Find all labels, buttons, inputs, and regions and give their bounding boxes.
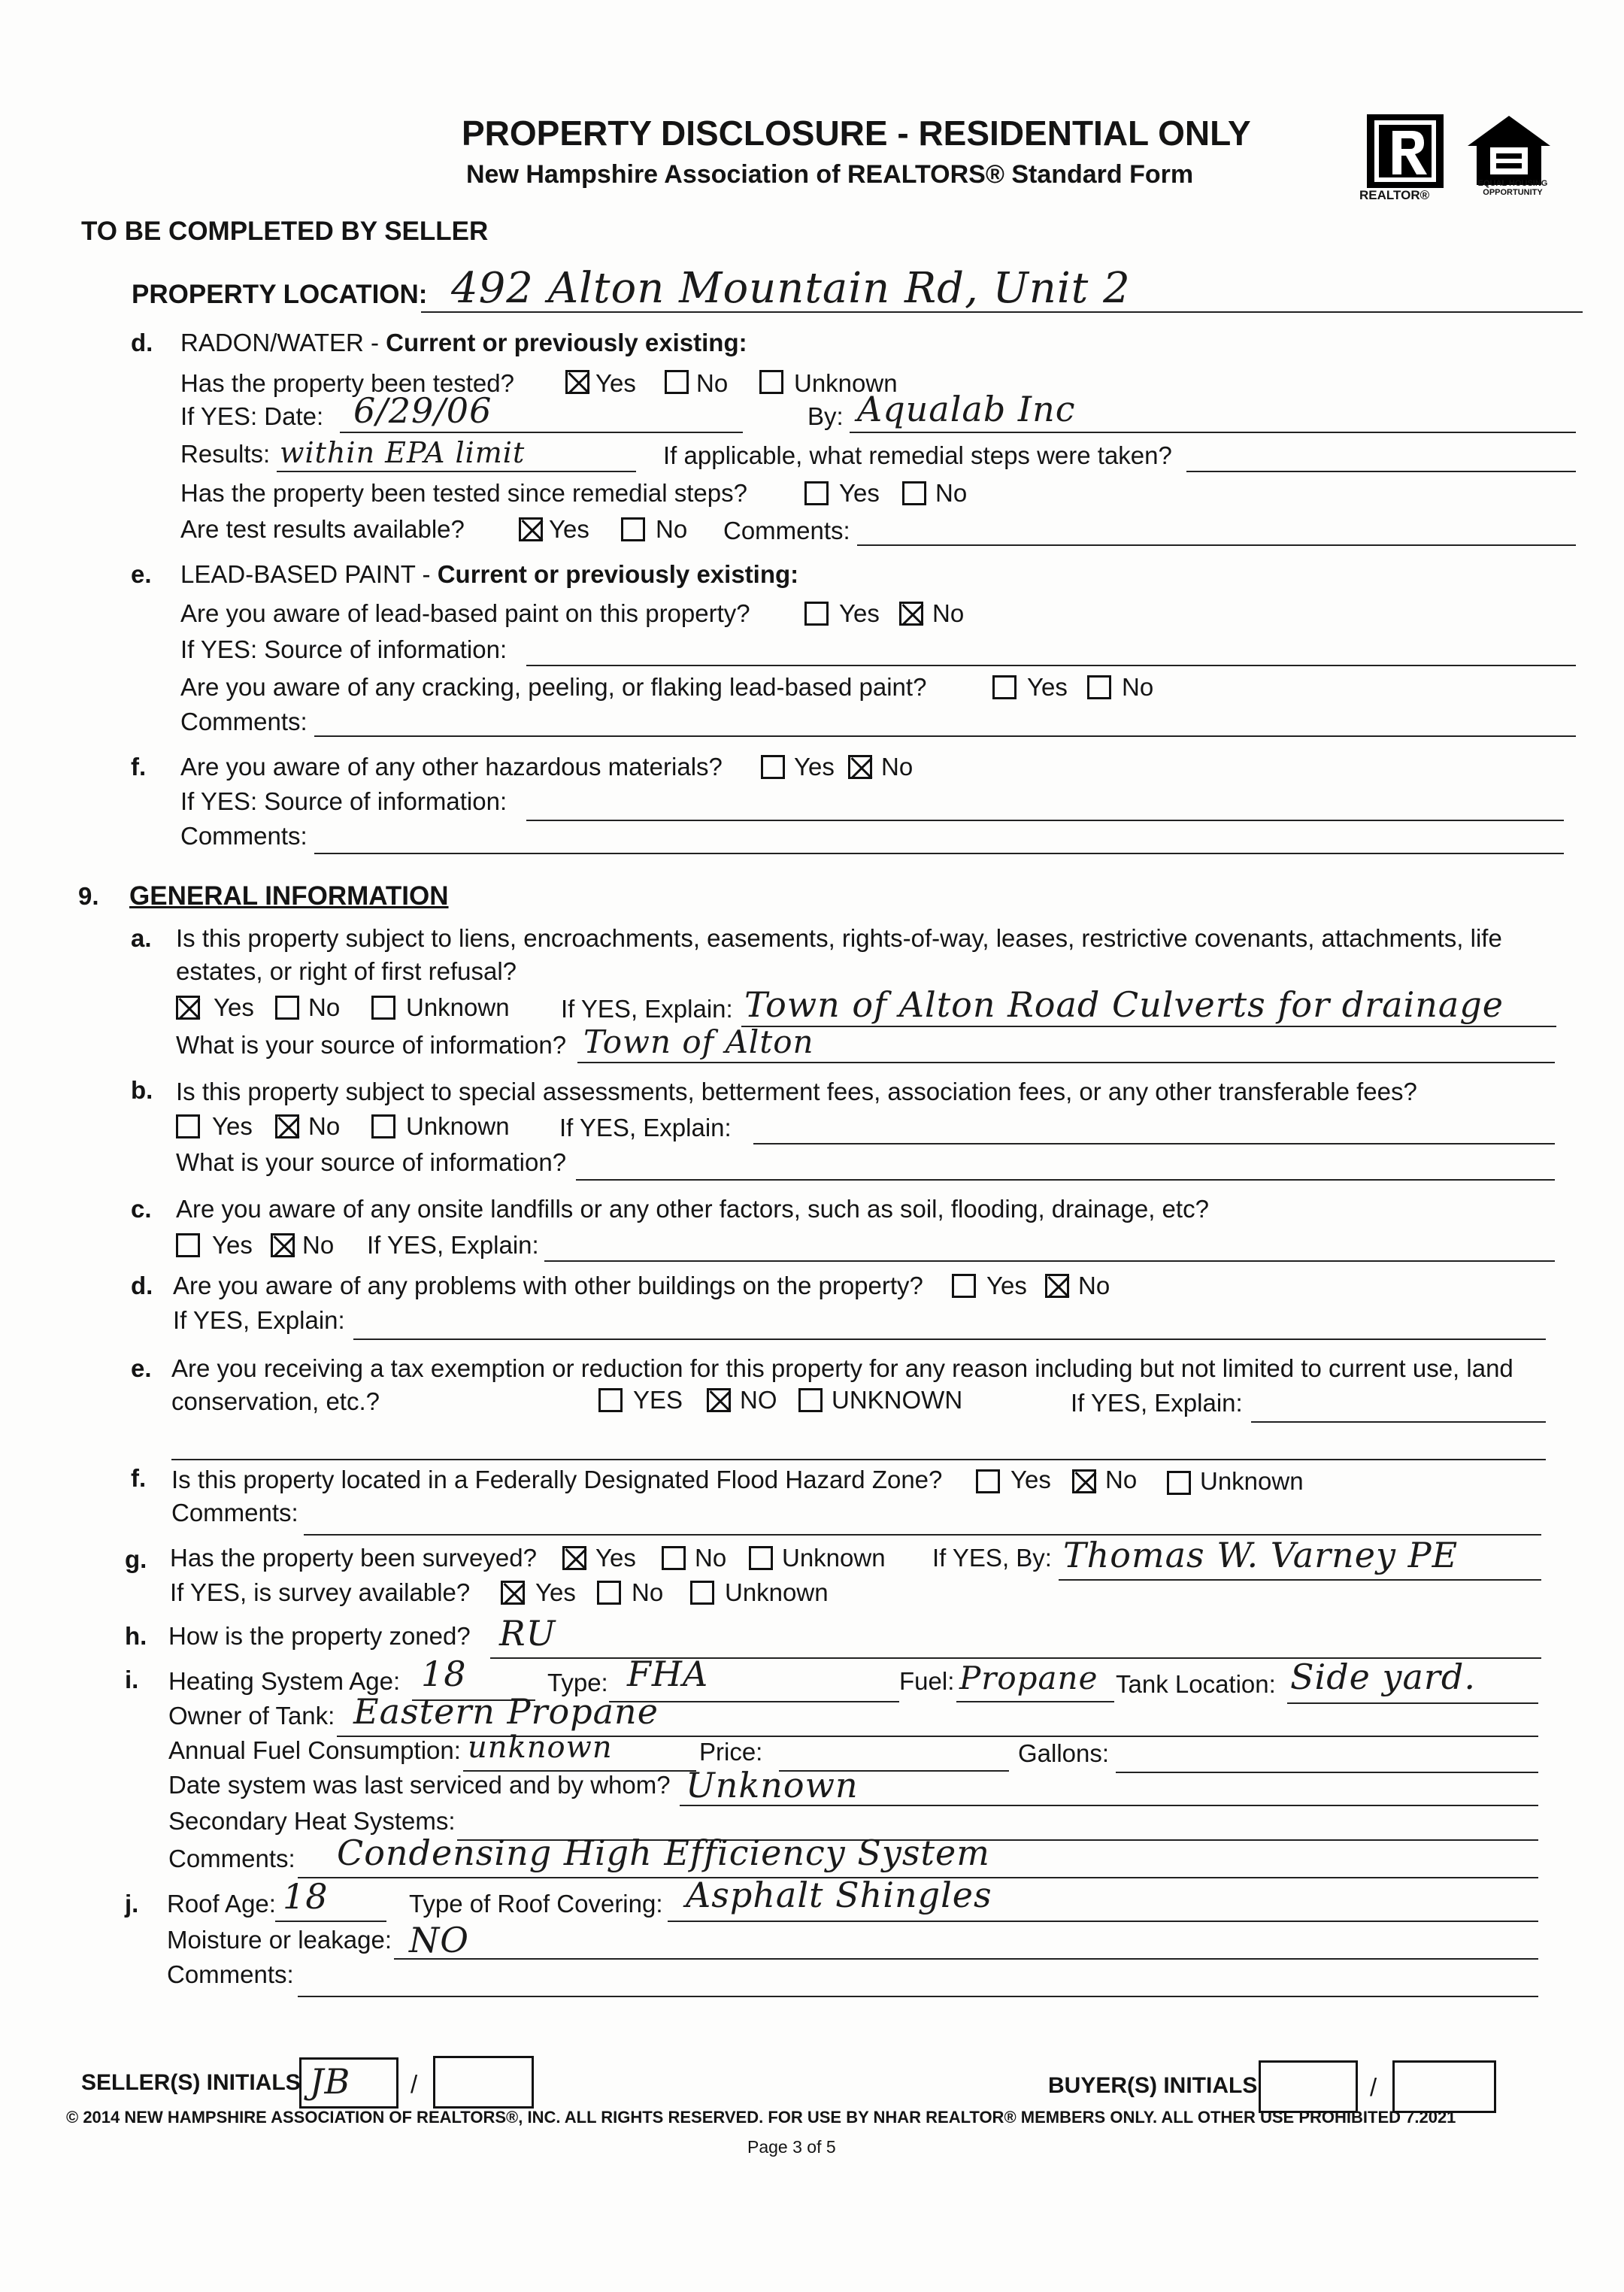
general-a-source-line [577, 1062, 1555, 1063]
radon-available-no-label: No [656, 515, 688, 543]
heating-comments-value[interactable]: Condensing High Efficiency System [337, 1833, 990, 1873]
general-f-unknown-label: Unknown [1200, 1467, 1304, 1495]
general-f-no-checkbox[interactable] [1072, 1469, 1096, 1493]
general-e-explain-label: If YES, Explain: [1071, 1389, 1243, 1417]
hazard-source-label: If YES: Source of information: [180, 787, 508, 815]
radon-results-label: Results: [180, 440, 271, 468]
lead-source-label: If YES: Source of information: [180, 635, 508, 663]
general-c-letter: c. [131, 1195, 152, 1223]
general-e-explain-line [1251, 1421, 1546, 1423]
general-a-yes-label: Yes [214, 993, 254, 1021]
general-g-available-no-label: No [632, 1578, 664, 1606]
fuel-gallons-label: Gallons: [1018, 1739, 1110, 1767]
radon-available-yes-label: Yes [549, 515, 589, 543]
general-a-question-line2: estates, or right of first refusal? [176, 957, 517, 985]
general-g-no-label: No [695, 1544, 727, 1572]
lead-aware-no-label: No [932, 599, 965, 627]
serviced-label: Date system was last serviced and by whom? [168, 1771, 671, 1799]
property-location-label: PROPERTY LOCATION: [132, 280, 428, 309]
equal-housing-logo-icon [1465, 113, 1553, 188]
general-heading: GENERAL INFORMATION [129, 881, 449, 911]
radon-letter: d. [131, 329, 153, 356]
tank-owner-label: Owner of Tank: [168, 1702, 335, 1730]
general-g-question: Has the property been surveyed? [170, 1544, 537, 1572]
general-g-available-yes-checkbox[interactable] [501, 1581, 525, 1605]
copyright-notice: © 2014 NEW HAMPSHIRE ASSOCIATION OF REALTORS®, INC. ALL RIGHTS RESERVED. FOR USE BY NHAR REALTOR® MEMBERS ONLY. ALL OTHER USE PROHIBITED 7.2021 [66, 2108, 1456, 2127]
general-b-source-line [576, 1179, 1555, 1181]
general-g-by-line [1059, 1579, 1541, 1581]
roof-age-label: Roof Age: [167, 1890, 276, 1918]
heating-fuel-line [956, 1701, 1114, 1702]
heating-fuel-label: Fuel: [899, 1667, 955, 1695]
moisture-label: Moisture or leakage: [167, 1926, 392, 1954]
general-a-yes-checkbox[interactable] [176, 996, 200, 1020]
general-a-explain-line [741, 1026, 1556, 1027]
hazard-comments-line [314, 853, 1564, 854]
general-g-unknown-label: Unknown [782, 1544, 886, 1572]
general-d-yes-label: Yes [986, 1272, 1027, 1299]
radon-tested-no-label: No [696, 369, 729, 397]
seller-initials-slash: / [411, 2070, 418, 2098]
radon-since-question: Has the property been tested since remedial steps? [180, 479, 747, 507]
general-a-unknown-label: Unknown [406, 993, 510, 1021]
radon-results-value[interactable]: within EPA limit [280, 436, 526, 469]
lead-letter: e. [131, 560, 152, 588]
heating-tank-label: Tank Location: [1116, 1670, 1276, 1698]
general-g-available-unknown-label: Unknown [725, 1578, 829, 1606]
general-b-no-label: No [308, 1112, 341, 1140]
general-c-explain-label: If YES, Explain: [367, 1231, 539, 1259]
lead-source-line [526, 665, 1576, 666]
general-f-yes-label: Yes [1010, 1466, 1051, 1493]
roof-age-line [275, 1921, 386, 1922]
radon-available-question: Are test results available? [180, 515, 465, 543]
general-a-no-label: No [308, 993, 341, 1021]
lead-aware-no-checkbox[interactable] [899, 602, 923, 626]
radon-tested-question: Has the property been tested? [180, 369, 514, 397]
heating-tank-line [1287, 1702, 1538, 1704]
lead-cracking-question: Are you aware of any cracking, peeling, or flaking lead-based paint? [180, 673, 927, 701]
general-g-no-checkbox[interactable] [662, 1546, 686, 1570]
lead-aware-question: Are you aware of lead-based paint on this property? [180, 599, 750, 627]
to-be-completed: TO BE COMPLETED BY SELLER [81, 217, 489, 246]
general-b-question: Is this property subject to special assessments, betterment fees, association fees, or any other transferable fees? [176, 1078, 1417, 1105]
general-b-unknown-checkbox[interactable] [371, 1114, 395, 1138]
radon-tested-yes-label: Yes [595, 369, 636, 397]
radon-since-no-checkbox[interactable] [902, 481, 926, 505]
general-g-available-unknown-checkbox[interactable] [690, 1581, 714, 1605]
roof-comments-label: Comments: [167, 1960, 294, 1988]
radon-tested-no-checkbox[interactable] [665, 370, 689, 394]
radon-available-no-checkbox[interactable] [621, 517, 645, 541]
general-g-available-yes-label: Yes [535, 1578, 576, 1606]
general-b-yes-label: Yes [212, 1112, 253, 1140]
general-f-question: Is this property located in a Federally Designated Flood Hazard Zone? [171, 1466, 943, 1493]
lead-aware-yes-label: Yes [839, 599, 880, 627]
heating-age-value[interactable]: 18 [421, 1654, 467, 1694]
general-a-source-value[interactable]: Town of Alton [583, 1023, 814, 1060]
general-f-no-label: No [1105, 1466, 1138, 1493]
general-e-question-line1: Are you receiving a tax exemption or reduction for this property for any reason including but not limited to current use, land [171, 1354, 1513, 1382]
buyer-initials-slash: / [1370, 2073, 1377, 2101]
hazard-yes-label: Yes [794, 753, 835, 781]
hazard-letter: f. [131, 753, 147, 781]
general-f-yes-checkbox[interactable] [976, 1469, 1000, 1493]
general-f-comments-label: Comments: [171, 1499, 298, 1526]
general-e-no-checkbox[interactable] [707, 1388, 731, 1412]
general-h-value[interactable]: RU [499, 1613, 556, 1654]
buyer-initials-box-2[interactable] [1392, 2060, 1496, 2113]
form-subtitle: New Hampshire Association of REALTORS® Standard Form [466, 160, 1194, 189]
radon-date-label: If YES: Date: [180, 402, 324, 430]
hazard-comments-label: Comments: [180, 822, 308, 850]
heating-comments-label: Comments: [168, 1845, 295, 1872]
radon-available-yes-checkbox[interactable] [519, 517, 543, 541]
lead-cracking-yes-label: Yes [1027, 673, 1068, 701]
general-e-unknown-label: UNKNOWN [832, 1386, 963, 1414]
general-b-unknown-label: Unknown [406, 1112, 510, 1140]
lead-cracking-no-checkbox[interactable] [1087, 675, 1111, 699]
general-g-by-label: If YES, By: [932, 1544, 1052, 1572]
general-d-question: Are you aware of any problems with other buildings on the property? [173, 1272, 923, 1299]
general-d-no-checkbox[interactable] [1045, 1274, 1069, 1298]
fuel-price-label: Price: [699, 1738, 763, 1766]
seller-initials-label: SELLER(S) INITIALS [81, 2070, 301, 2095]
buyer-initials-label: BUYER(S) INITIALS [1048, 2073, 1258, 2098]
general-d-no-label: No [1078, 1272, 1110, 1299]
general-c-question: Are you aware of any onsite landfills or any other factors, such as soil, flooding, drainage, etc? [176, 1195, 1209, 1223]
annual-fuel-value[interactable]: unknown [468, 1730, 613, 1765]
general-e-yes-checkbox[interactable] [598, 1388, 623, 1412]
lead-comments-line [314, 735, 1576, 737]
radon-by-line [850, 432, 1576, 433]
lead-aware-yes-checkbox[interactable] [804, 602, 829, 626]
property-location-value[interactable]: 492 Alton Mountain Rd, Unit 2 [451, 264, 1131, 313]
general-number: 9. [78, 882, 99, 910]
general-h-question: How is the property zoned? [168, 1622, 471, 1650]
radon-heading: RADON/WATER - Current or previously existing: [180, 329, 747, 356]
general-i-letter: i. [125, 1666, 139, 1693]
seller-initials-box-2[interactable] [433, 2056, 534, 2109]
general-g-available-no-checkbox[interactable] [597, 1581, 621, 1605]
heating-age-label: Heating System Age: [168, 1667, 401, 1695]
general-a-explain-label: If YES, Explain: [561, 995, 733, 1023]
lead-cracking-yes-checkbox[interactable] [992, 675, 1017, 699]
general-d-yes-checkbox[interactable] [952, 1274, 976, 1298]
radon-by-value[interactable]: Aqualab Inc [857, 389, 1076, 429]
general-a-source-label: What is your source of information? [176, 1031, 567, 1059]
general-g-unknown-checkbox[interactable] [749, 1546, 773, 1570]
general-e-yes-label: YES [633, 1386, 683, 1414]
page-number: Page 3 of 5 [747, 2137, 836, 2157]
general-b-no-checkbox[interactable] [275, 1114, 299, 1138]
heating-type-value[interactable]: FHA [627, 1654, 709, 1694]
general-a-letter: a. [131, 924, 152, 952]
general-a-question-line1: Is this property subject to liens, encroachments, easements, rights-of-way, leases, restrictive covenants, attachments, life [176, 924, 1502, 952]
general-e-question-line2: conservation, etc.? [171, 1387, 380, 1415]
general-g-yes-checkbox[interactable] [562, 1546, 586, 1570]
radon-remedial-question: If applicable, what remedial steps were taken? [663, 441, 1172, 469]
hazard-no-checkbox[interactable] [848, 755, 872, 779]
radon-by-label: By: [807, 402, 844, 430]
realtor-logo-icon [1367, 114, 1444, 188]
radon-since-yes-checkbox[interactable] [804, 481, 829, 505]
general-g-letter: g. [125, 1545, 147, 1573]
general-a-no-checkbox[interactable] [275, 996, 299, 1020]
moisture-value[interactable]: NO [409, 1920, 469, 1960]
serviced-value[interactable]: Unknown [686, 1765, 859, 1805]
general-g-yes-label: Yes [595, 1544, 636, 1572]
lead-heading: LEAD-BASED PAINT - Current or previously existing: [180, 560, 799, 588]
lead-cracking-no-label: No [1122, 673, 1154, 701]
general-b-letter: b. [131, 1076, 153, 1104]
general-a-explain-value[interactable]: Town of Alton Road Culverts for drainage [744, 984, 1504, 1025]
general-b-explain-label: If YES, Explain: [559, 1114, 732, 1141]
general-b-yes-checkbox[interactable] [176, 1114, 200, 1138]
annual-fuel-label: Annual Fuel Consumption: [168, 1736, 461, 1764]
general-d-explain-line [353, 1339, 1546, 1340]
general-d-explain-label: If YES, Explain: [173, 1306, 345, 1334]
general-c-yes-checkbox[interactable] [176, 1233, 200, 1257]
equal-housing-label: EQUAL HOUSING OPPORTUNITY [1477, 179, 1548, 197]
fuel-gallons-line [1116, 1772, 1538, 1773]
lead-comments-label: Comments: [180, 708, 308, 735]
roof-covering-line [668, 1921, 1538, 1922]
radon-comments-label: Comments: [723, 517, 850, 544]
radon-tested-unknown-checkbox[interactable] [759, 370, 783, 394]
general-c-explain-line [544, 1260, 1555, 1262]
radon-date-value[interactable]: 6/29/06 [353, 390, 492, 431]
general-b-explain-line [753, 1143, 1555, 1144]
form-title: PROPERTY DISCLOSURE - RESIDENTIAL ONLY [462, 114, 1251, 153]
radon-tested-unknown-label: Unknown [794, 369, 898, 397]
seller-initials-value[interactable]: JB [310, 2061, 351, 2102]
general-d-letter: d. [131, 1272, 153, 1299]
hazard-yes-checkbox[interactable] [761, 755, 785, 779]
hazard-source-line [526, 820, 1564, 821]
hazard-question: Are you aware of any other hazardous materials? [180, 753, 723, 781]
general-a-unknown-checkbox[interactable] [371, 996, 395, 1020]
general-g-by-value[interactable]: Thomas W. Varney PE [1063, 1535, 1459, 1575]
general-c-no-label: No [302, 1231, 335, 1259]
heating-type-label: Type: [547, 1669, 608, 1696]
general-e-explain-line-2 [171, 1459, 1546, 1460]
general-b-source-label: What is your source of information? [176, 1148, 567, 1176]
radon-since-no-label: No [935, 479, 968, 507]
heating-fuel-value[interactable]: Propane [959, 1660, 1098, 1696]
radon-tested-yes-checkbox[interactable] [565, 370, 589, 394]
general-g-available-question: If YES, is survey available? [170, 1578, 471, 1606]
general-e-letter: e. [131, 1354, 152, 1382]
roof-age-value[interactable]: 18 [283, 1876, 329, 1917]
roof-covering-value[interactable]: Asphalt Shingles [686, 1875, 992, 1915]
general-c-yes-label: Yes [212, 1231, 253, 1259]
moisture-line [394, 1958, 1538, 1960]
general-e-no-label: NO [740, 1386, 777, 1414]
general-f-unknown-checkbox[interactable] [1167, 1471, 1191, 1495]
general-c-no-checkbox[interactable] [271, 1233, 295, 1257]
roof-comments-line [298, 1996, 1538, 1997]
roof-covering-label: Type of Roof Covering: [409, 1890, 663, 1918]
radon-comments-line [857, 544, 1576, 546]
secondary-heat-label: Secondary Heat Systems: [168, 1807, 456, 1835]
radon-remedial-line [1186, 471, 1576, 472]
general-f-letter: f. [131, 1464, 147, 1492]
buyer-initials-box-1[interactable] [1259, 2060, 1358, 2113]
hazard-no-label: No [881, 753, 914, 781]
realtor-label: REALTOR® [1359, 188, 1430, 202]
radon-since-yes-label: Yes [839, 479, 880, 507]
tank-owner-value[interactable]: Eastern Propane [353, 1691, 659, 1732]
general-j-letter: j. [125, 1890, 139, 1918]
general-h-letter: h. [125, 1622, 147, 1650]
general-e-unknown-checkbox[interactable] [798, 1388, 823, 1412]
heating-tank-value[interactable]: Side yard. [1290, 1657, 1476, 1697]
